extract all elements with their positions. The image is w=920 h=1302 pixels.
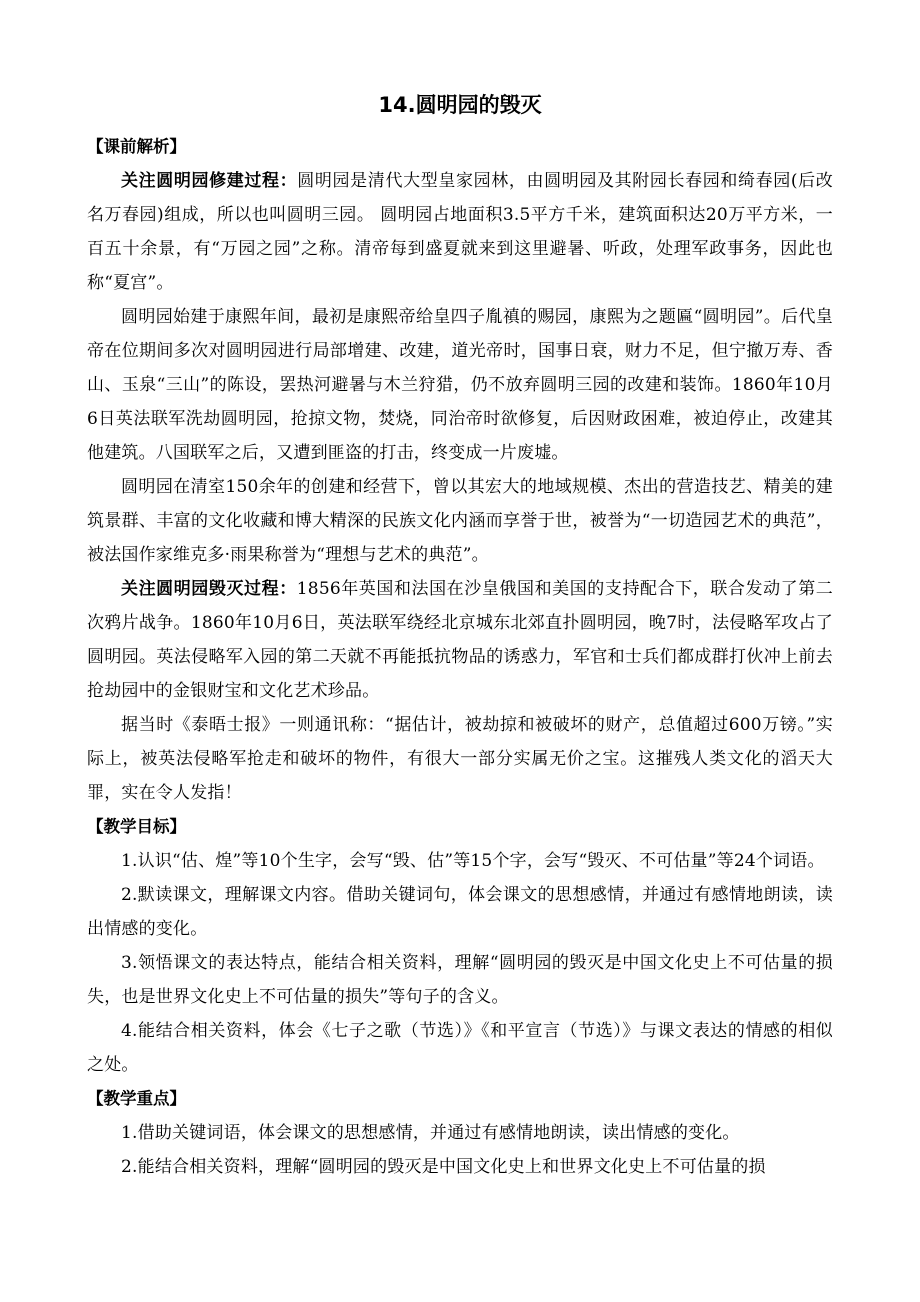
section-heading-preview: 【课前解析】 (87, 137, 186, 156)
paragraph-reputation: 圆明园在清室150余年的创建和经营下，曾以其宏大的地域规模、杰出的营造技艺、精美的建筑景群、丰富的文化收藏和博大精深的民族文化内涵而享誉于世，被誉为“一切造园艺术的典范”，被法国作家维克多·雨果称誉为“理想与艺术的典范”。 (87, 477, 833, 565)
list-item-goal: 3.领悟课文的表达特点，能结合相关资料，理解“圆明园的毁灭是中国文化史上不可估量的损失，也是世界文化史上不可估量的损失”等句子的含义。 (87, 953, 833, 1007)
paragraph-lead-destruction: 关注圆明园毁灭过程： (121, 579, 297, 599)
document-page (87, 88, 833, 1184)
paragraph-history: 圆明园始建于康熙年间，最初是康熙帝给皇四子胤禛的赐园，康熙为之题匾“圆明园”。后代皇帝在位期间多次对圆明园进行局部增建、改建，道光帝时，国事日衰，财力不足，但宁撤万寿、香山、玉泉“三山”的陈设，罢热河避暑与木兰狩猎，仍不放弃圆明三园的改建和装饰。1860年10月6日英法联军洗劫圆明园，抢掠文物，焚烧，同治帝时欲修复，后因财政困难，被迫停止，改建其他建筑。八国联军之后，又遭到匪盗的打击，终变成一片废墟。 (87, 307, 833, 463)
paragraph-times-report: 据当时《泰晤士报》一则通讯称：“据估计，被劫掠和被破坏的财产，总值超过600万镑。”实际上，被英法侵略军抢走和破坏的物件，有很大一部分实属无价之宝。这摧残人类文化的滔天大罪，实在令人发指！ (87, 715, 833, 803)
document-title: 14.圆明园的毁灭 (378, 93, 542, 117)
paragraph-destruction (87, 572, 833, 708)
list-item-focus: 1.借助关键词语，体会课文的思想感情，并通过有感情地朗读，读出情感的变化。 (121, 1123, 740, 1143)
paragraph-construction (87, 164, 833, 300)
section-heading-goals: 【教学目标】 (87, 817, 186, 836)
list-item-goal: 1.认识“估、煌”等10个生字，会写“毁、估”等15个字，会写“毁灭、不可估量”等24个词语。 (121, 851, 825, 871)
paragraph-text: 圆明园是清代大型皇家园林，由圆明园及其附园长春园和绮春园(后改名万春园)组成，所以也叫圆明三园。 圆明园占地面积3.5平方千米，建筑面积达20万平方米，一百五十余景，有“万园之园”之称。清帝每到盛夏就来到这里避暑、听政，处理军政事务，因此也称“夏宫”。 (87, 171, 833, 293)
list-item-focus: 2.能结合相关资料，理解“圆明园的毁灭是中国文化史上和世界文化史上不可估量的损 (121, 1157, 766, 1177)
paragraph-text: 1856年英国和法国在沙皇俄国和美国的支持配合下，联合发动了第二次鸦片战争。1860年10月6日，英法联军绕经北京城东北郊直扑圆明园，晚7时，法侵略军攻占了圆明园。英法侵略军入园的第二天就不再能抵抗物品的诱惑力，军官和士兵们都成群打伙冲上前去抢劫园中的金银财宝和文化艺术珍品。 (87, 579, 834, 701)
paragraph-lead-construction: 关注圆明园修建过程： (121, 171, 298, 191)
list-item-goal: 2.默读课文，理解课文内容。借助关键词句，体会课文的思想感情，并通过有感情地朗读，读出情感的变化。 (87, 885, 833, 939)
list-item-goal: 4.能结合相关资料，体会《七子之歌（节选）》《和平宣言（节选）》与课文表达的情感的相似之处。 (87, 1021, 833, 1075)
section-heading-focus: 【教学重点】 (87, 1089, 186, 1108)
